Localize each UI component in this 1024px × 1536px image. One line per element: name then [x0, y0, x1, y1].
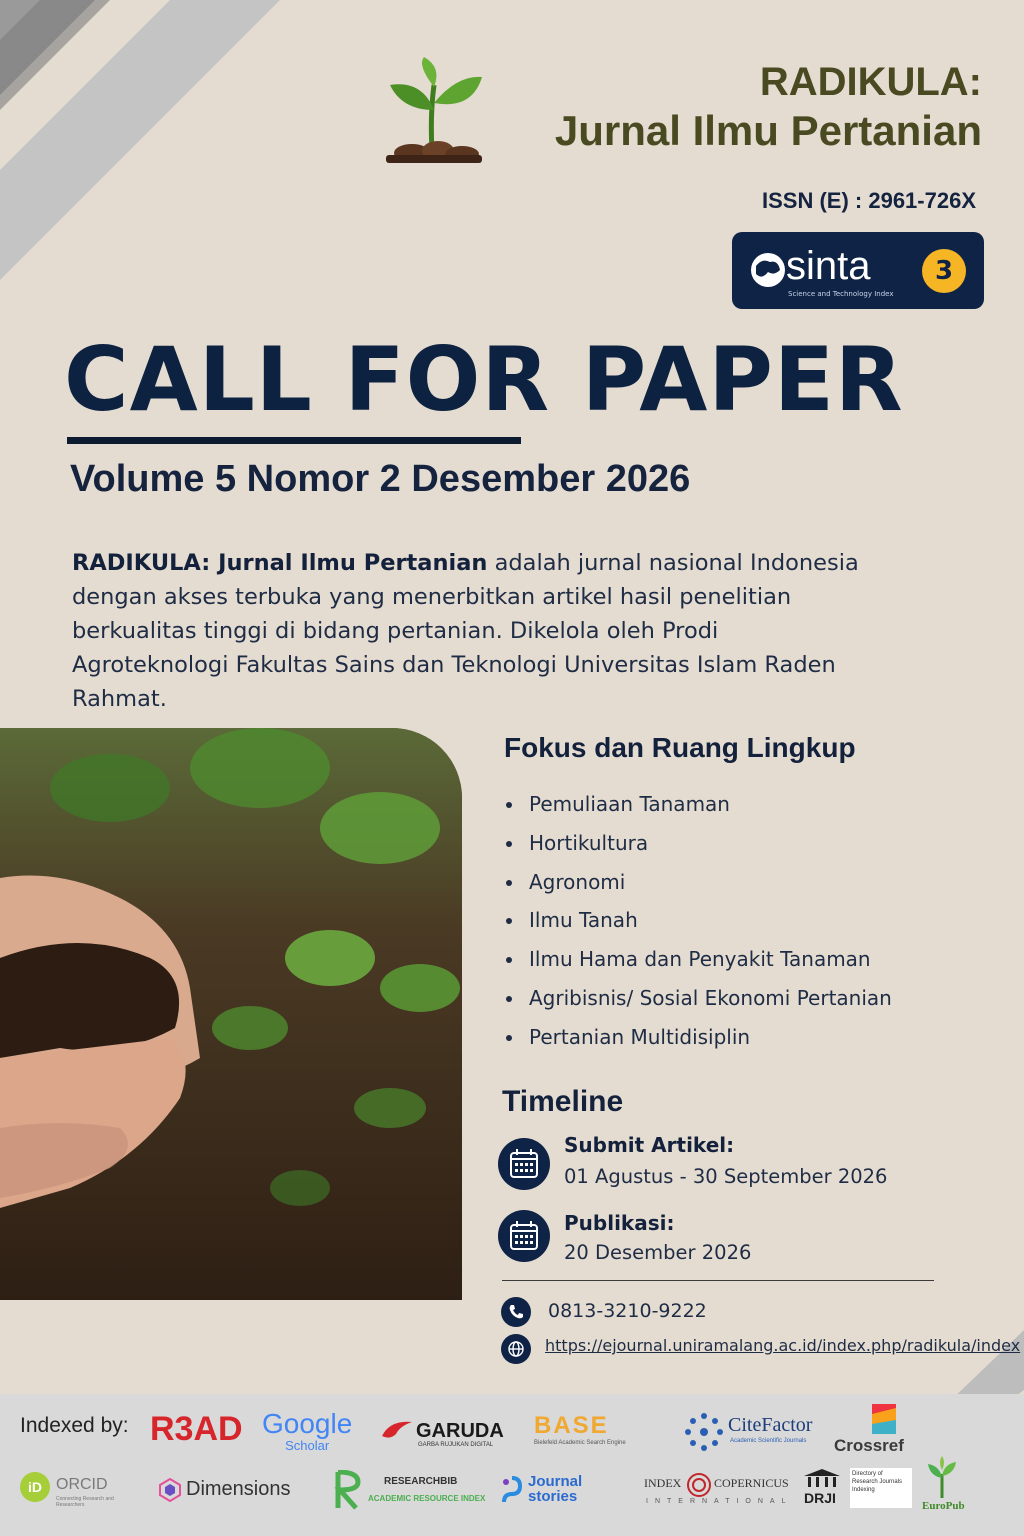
timeline-title: Timeline [502, 1085, 624, 1118]
orcid-word: ORCID [56, 1476, 108, 1493]
journal-name-line2: Jurnal Ilmu Pertanian [554, 107, 982, 154]
copernicus-c-icon [686, 1472, 712, 1498]
citefactor-dots-icon [684, 1412, 724, 1452]
divider [502, 1280, 934, 1281]
europub-tree-icon [920, 1456, 964, 1500]
scope-item: Pertanian Multidisiplin [504, 1018, 892, 1057]
soil-hands-illustration [0, 728, 462, 1300]
scope-item: Pemuliaan Tanaman [504, 785, 892, 824]
researchbib-sub: ACADEMIC RESOURCE INDEX [368, 1494, 486, 1503]
scope-item: Agronomi [504, 863, 892, 902]
soil-hands-photo [0, 728, 462, 1300]
scope-item: Ilmu Tanah [504, 901, 892, 940]
intro-journal-name: RADIKULA: Jurnal Ilmu Pertanian [72, 550, 488, 576]
page-title: CALL FOR PAPER [64, 328, 904, 431]
sprout-logo-icon [382, 55, 486, 165]
journal-name [555, 58, 982, 156]
citefactor-word: CiteFactor [728, 1414, 813, 1436]
garuda-bird-icon [380, 1418, 414, 1444]
calendar-icon [498, 1138, 550, 1190]
google-scholar-word: Google [262, 1408, 353, 1439]
copernicus-word: COPERNICUS [714, 1476, 789, 1490]
road-logo: R3AD [150, 1410, 243, 1448]
sinta-word: sinta [786, 244, 871, 288]
submit-date: 01 Agustus - 30 September 2026 [564, 1165, 888, 1188]
indexed-by-label: Indexed by: [20, 1414, 129, 1437]
dimensions-icon [158, 1478, 182, 1502]
issn-number: ISSN (E) : 2961-726X [762, 188, 976, 213]
scope-list [504, 785, 892, 1057]
sinta-badge [732, 232, 984, 309]
citefactor-sub: Academic Scientific Journals [730, 1438, 807, 1444]
drji-sub: Directory of Research Journals Indexing [850, 1468, 912, 1508]
scope-item: Hortikultura [504, 824, 892, 863]
calendar-icon [498, 1210, 550, 1262]
sinta-globe-icon [748, 250, 788, 290]
corner-stripes-top-left [0, 0, 300, 300]
publish-date: 20 Desember 2026 [564, 1241, 752, 1264]
phone-number: 0813-3210-9222 [548, 1300, 707, 1322]
garuda-word: GARUDA [416, 1420, 504, 1442]
scope-item: Agribisnis/ Sosial Ekonomi Pertanian [504, 979, 892, 1018]
sinta-rank: 3 [922, 249, 966, 293]
google-scholar-sub: Scholar [285, 1438, 330, 1453]
journal-stories-word: Journal stories [528, 1473, 583, 1505]
base-logo [534, 1412, 626, 1446]
volume-subtitle: Volume 5 Nomor 2 Desember 2026 [70, 458, 691, 500]
phone-icon [501, 1297, 531, 1327]
journal-stories-icon [500, 1474, 524, 1504]
base-sub: Bielefeld Academic Search Engine [534, 1440, 626, 1446]
scope-title: Fokus dan Ruang Lingkup [504, 732, 856, 763]
garuda-sub: GARBA RUJUKAN DIGITAL [418, 1442, 494, 1448]
title-underline [67, 437, 521, 444]
scope-item: Ilmu Hama dan Penyakit Tanaman [504, 940, 892, 979]
researchbib-r-icon [334, 1470, 362, 1510]
publish-label: Publikasi: [564, 1211, 675, 1235]
copernicus-index-word: INDEX [644, 1476, 682, 1490]
intro-text: adalah jurnal nasional Indonesia dengan akses terbuka yang menerbitkan artikel hasil penelitian berkualitas tinggi di bidang pertanian. Dikelola oleh Prodi Agroteknologi Fakultas Sains dan Teknologi Universitas Islam Raden Rahmat. [72, 550, 859, 712]
journal-url-link[interactable]: https://ejournal.uniramalang.ac.id/index.php/radikula/index [545, 1336, 1021, 1355]
crossref-word: Crossref [834, 1436, 904, 1455]
dimensions-word: Dimensions [186, 1478, 291, 1500]
europub-word: EuroPub [922, 1500, 965, 1512]
orcid-id-icon: iD [20, 1472, 50, 1502]
submit-label: Submit Artikel: [564, 1133, 735, 1157]
base-word: BASE [534, 1412, 609, 1439]
google-scholar-logo [262, 1410, 352, 1453]
journal-name-line1: RADIKULA: [759, 60, 982, 104]
sinta-tagline: Science and Technology Index [788, 290, 894, 298]
intro-paragraph [72, 546, 872, 716]
researchbib-word: RESEARCHBIB [384, 1476, 458, 1487]
globe-icon [501, 1334, 531, 1364]
copernicus-sub: INTERNATIONAL [646, 1498, 793, 1505]
drji-word: DRJI [804, 1490, 836, 1506]
crossref-icon [872, 1404, 896, 1436]
orcid-sub: Connecting Research and Researchers [56, 1496, 114, 1508]
drji-building-icon [802, 1468, 842, 1490]
